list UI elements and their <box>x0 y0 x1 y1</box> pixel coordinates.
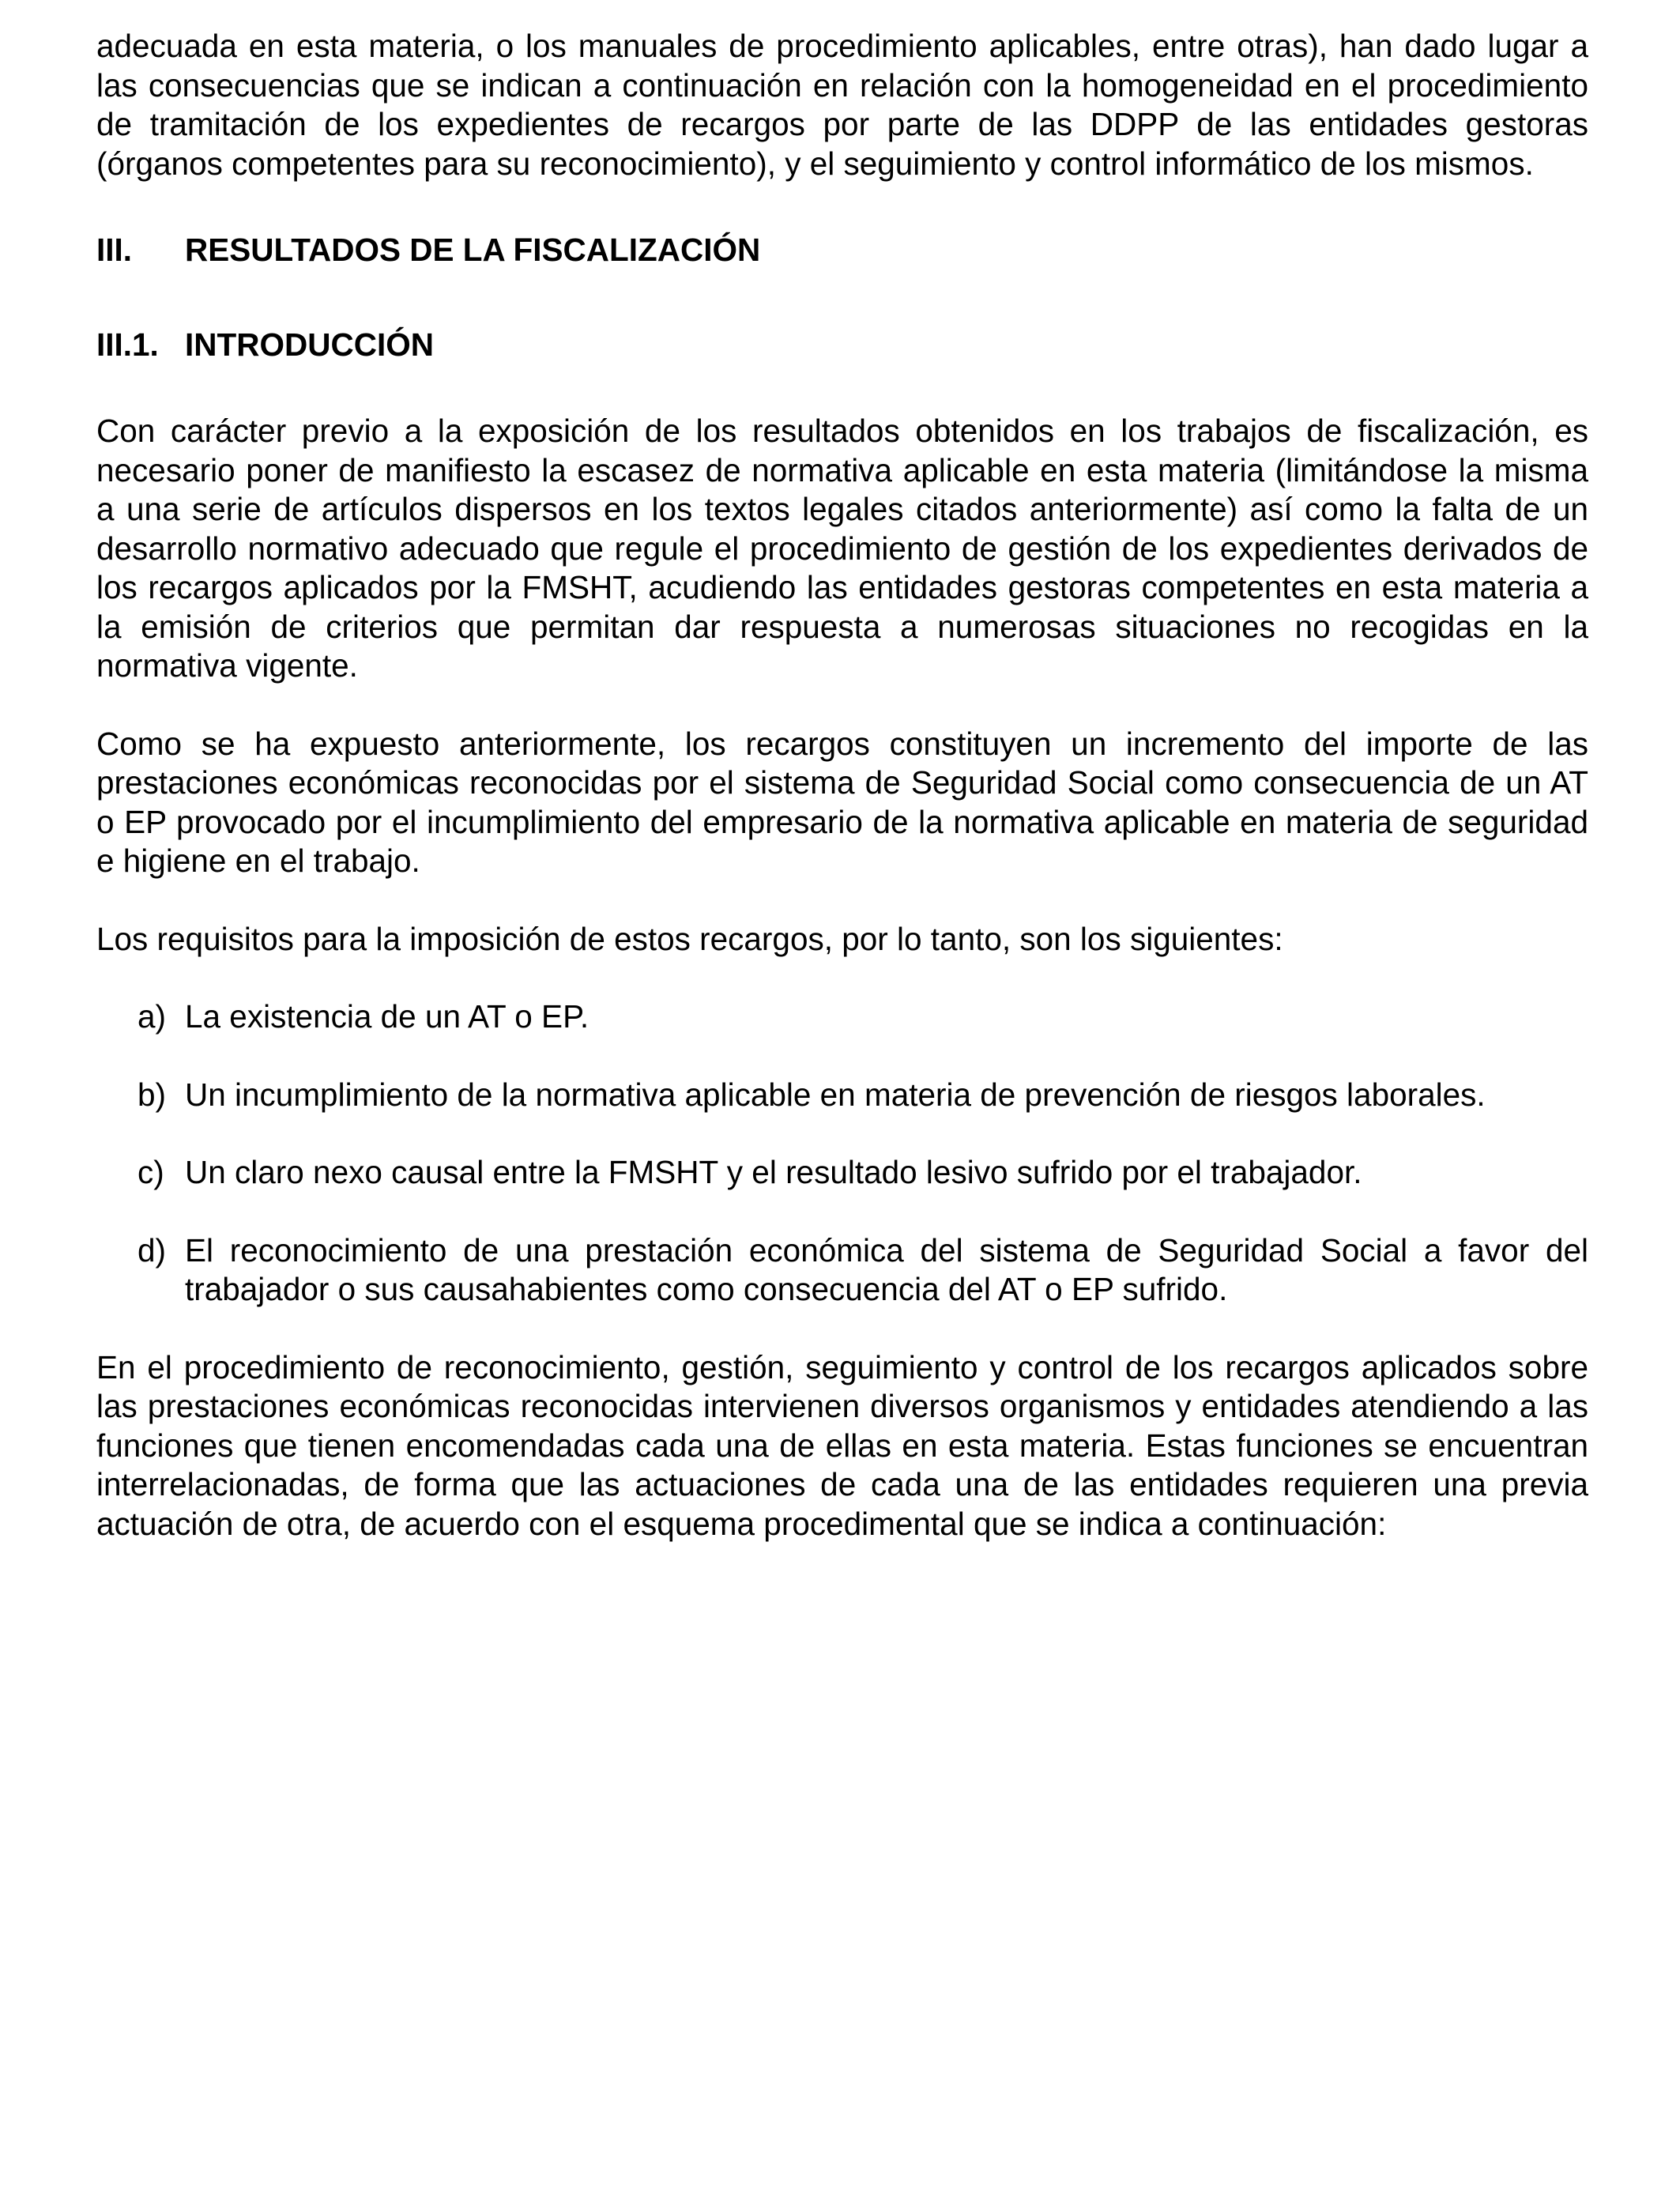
subsection-title: INTRODUCCIÓN <box>185 326 434 363</box>
list-item-text: Un incumplimiento de la normativa aplicable en materia de prevención de riesgos laborales. <box>185 1076 1486 1113</box>
section-number: III. <box>96 232 133 268</box>
section-title: RESULTADOS DE LA FISCALIZACIÓN <box>185 232 761 268</box>
body-paragraph: Los requisitos para la imposición de estos recargos, por lo tanto, son los siguientes: <box>96 920 1283 957</box>
list-marker: a) <box>137 998 167 1035</box>
closing-paragraph: En el procedimiento de reconocimiento, gestión, seguimiento y control de los recargos aplicados sobre las prestaciones económicas reconocidas intervienen diversos organismos y entidades atendiendo a las funciones que tienen encomendadas cada una de ellas en esta materia. Estas funciones se encuentran interrelacionadas, de forma que las actuaciones de cada una de las entidades requieren una previa actuación de otra, de acuerdo con el esquema procedimental que se indica a continuación: <box>96 1348 1588 1542</box>
intro-paragraph: adecuada en esta materia, o los manuales de procedimiento aplicables, entre otras), han dado lugar a las consecuencias que se indican a continuación en relación con la homogeneidad en el procedimiento de tramitación de los expedientes de recargos por parte de las DDPP de las entidades gestoras (órganos competentes para su reconocimiento), y el seguimiento y control informático de los mismos. <box>96 28 1588 182</box>
list-marker: c) <box>137 1154 164 1190</box>
list-item <box>96 1076 1588 1115</box>
document-page <box>96 27 1588 1544</box>
subsection-number: III.1. <box>96 326 159 363</box>
body-paragraph: Como se ha expuesto anteriormente, los recargos constituyen un incremento del importe de las prestaciones económicas reconocidas por el sistema de Seguridad Social como consecuencia de un AT o EP provocado por el incumplimiento del empresario de la normativa aplicable en materia de seguridad e higiene en el trabajo. <box>96 725 1588 879</box>
list-item <box>96 1231 1588 1310</box>
body-paragraph: Con carácter previo a la exposición de los resultados obtenidos en los trabajos de fiscalización, es necesario poner de manifiesto la escasez de normativa aplicable en esta materia (limitándose la misma a una serie de artículos dispersos en los textos legales citados anteriormente) así como la falta de un desarrollo normativo adecuado que regule el procedimiento de gestión de los expedientes derivados de los recargos aplicados por la FMSHT, acudiendo las entidades gestoras competentes en esta materia a la emisión de criterios que permitan dar respuesta a numerosas situaciones no recogidas en la normativa vigente. <box>96 413 1588 684</box>
list-marker: b) <box>137 1076 167 1113</box>
list-item-text: La existencia de un AT o EP. <box>185 998 590 1035</box>
subsection-heading <box>96 326 1588 365</box>
section-heading <box>96 231 1588 270</box>
list-item <box>96 997 1588 1037</box>
requirements-list <box>96 997 1588 1310</box>
list-item <box>96 1153 1588 1193</box>
list-marker: d) <box>137 1231 167 1269</box>
list-item-text: Un claro nexo causal entre la FMSHT y el resultado lesivo sufrido por el trabajador. <box>185 1154 1362 1190</box>
list-item-text: El reconocimiento de una prestación económica del sistema de Seguridad Social a favor del trabajador o sus causahabientes como consecuencia del AT o EP sufrido. <box>185 1231 1588 1307</box>
